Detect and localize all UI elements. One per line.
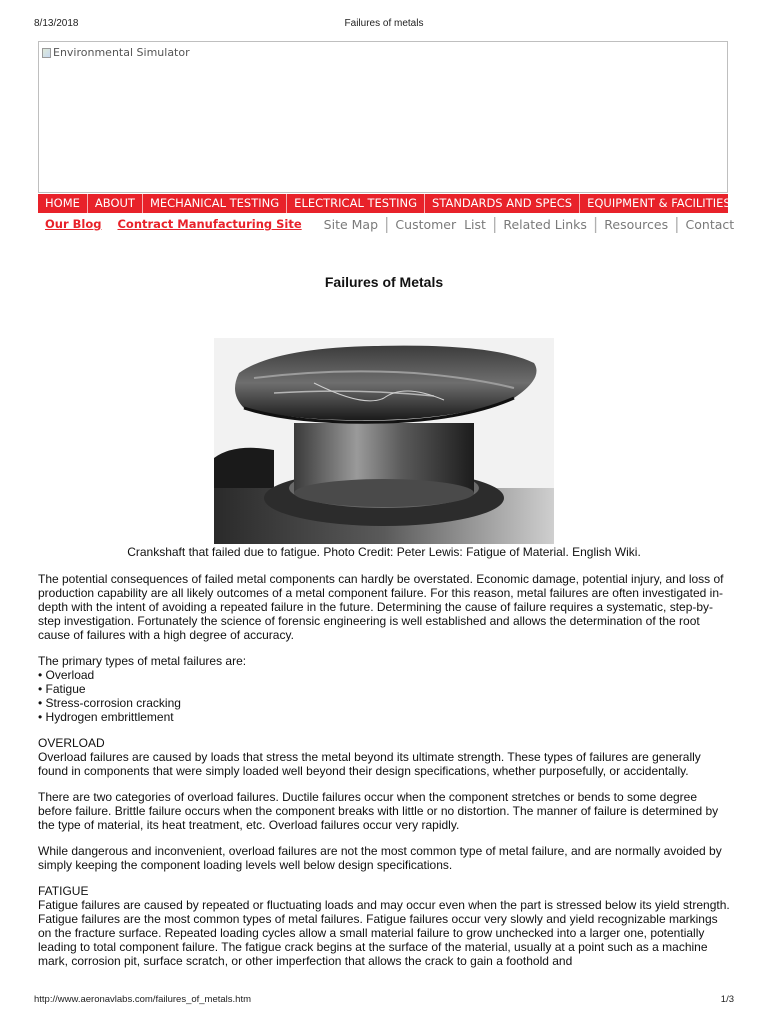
list-item: • Overload	[38, 668, 95, 682]
overload-paragraph-1: Overload failures are caused by loads that stress the metal beyond its ultimate strength. These types of failures are generally found in components that were simply loaded well beyond their design specifications, whether purposefully, or accidentally.	[38, 750, 701, 778]
page-url: http://www.aeronavlabs.com/failures_of_metals.htm	[34, 994, 252, 1005]
nav-separator: |	[491, 214, 498, 233]
fatigue-paragraph-1: Fatigue failures are caused by repeated or fluctuating loads and may occur even when the part is stressed below its yield strength. Fatigue failures are the most common types of metal failures. Fatigue failures occur very slowly and yield recognizable markings on the fracture surface. Repeated loading cycles allow a small material failure to grow unchecked into a larger one, potentially leading to total component failure. The fatigue crack begins at the surface of the material, usually at a point such as a machine mark, corrosion pit, surface scratch, or other imperfection that allows the crack to gain a foothold and	[38, 898, 730, 968]
related-links-link[interactable]: Related Links	[503, 216, 587, 232]
secondary-nav	[45, 215, 734, 233]
failure-types-list	[38, 668, 732, 724]
list-item: • Fatigue	[38, 682, 86, 696]
contract-manufacturing-link[interactable]: Contract Manufacturing Site	[117, 217, 302, 231]
print-doc-title: Failures of metals	[344, 18, 424, 29]
banner-alt-text: Environmental Simulator	[53, 46, 190, 59]
nav-mechanical-testing[interactable]: MECHANICAL TESTING	[143, 194, 287, 213]
our-blog-link[interactable]: Our Blog	[45, 217, 102, 231]
fatigue-heading: FATIGUE	[38, 884, 89, 898]
broken-image-icon	[42, 48, 51, 58]
article-body	[38, 572, 732, 980]
contact-link[interactable]: Contact	[685, 216, 735, 232]
list-item: • Hydrogen embrittlement	[38, 710, 174, 724]
page-title: Failures of Metals	[324, 274, 444, 290]
nav-separator: |	[674, 214, 680, 233]
crankshaft-photo	[214, 338, 554, 544]
site-map-link[interactable]: Site Map	[323, 216, 379, 232]
intro-paragraph: The potential consequences of failed metal components can hardly be overstated. Economic damage, potential injury, and loss of production capability are all likely outcomes of a metal component failure. For this reason, metal failures are often investigated in-depth with the intent of avoiding a repeated failure in the future. Determining the cause of failure requires a systematic, step-by-step investigation. Fortunately the science of forensic engineering is well established and allows the determination of the root cause of failures with a high degree of accuracy.	[38, 572, 724, 642]
failure-types-intro: The primary types of metal failures are:	[38, 654, 247, 668]
crankshaft-illustration	[214, 338, 554, 544]
print-date: 8/13/2018	[34, 18, 79, 29]
overload-paragraph-2: There are two categories of overload failures. Ductile failures occur when the component stretches or bends to some degree before failure. Brittle failure occurs when the component breaks with little or no distortion. The manner of failure is determined by the type of material, its heat treatment, etc. Overload failures occur very rapidly.	[38, 790, 719, 832]
banner-image	[38, 41, 728, 193]
nav-equipment-facilities[interactable]: EQUIPMENT & FACILITIES	[587, 196, 731, 210]
nav-separator: |	[592, 214, 599, 233]
main-nav	[38, 194, 731, 213]
banner-alt	[42, 46, 190, 59]
nav-about[interactable]: ABOUT	[88, 194, 143, 213]
customer-list-link[interactable]: Customer List	[395, 216, 486, 232]
nav-standards-and-specs[interactable]: STANDARDS AND SPECS	[425, 194, 580, 213]
list-item: • Stress-corrosion cracking	[38, 696, 181, 710]
overload-heading: OVERLOAD	[38, 736, 105, 750]
nav-electrical-testing[interactable]: ELECTRICAL TESTING	[287, 194, 425, 213]
overload-paragraph-3: While dangerous and inconvenient, overload failures are not the most common type of metal failure, and are normally avoided by simply keeping the component loading levels well below design specifications.	[38, 844, 722, 872]
photo-caption: Crankshaft that failed due to fatigue. Photo Credit: Peter Lewis: Fatigue of Material. English Wiki.	[127, 545, 641, 559]
resources-link[interactable]: Resources	[604, 216, 669, 232]
page-number: 1/3	[720, 994, 734, 1005]
nav-separator: |	[384, 214, 390, 233]
nav-home[interactable]: HOME	[38, 194, 88, 213]
